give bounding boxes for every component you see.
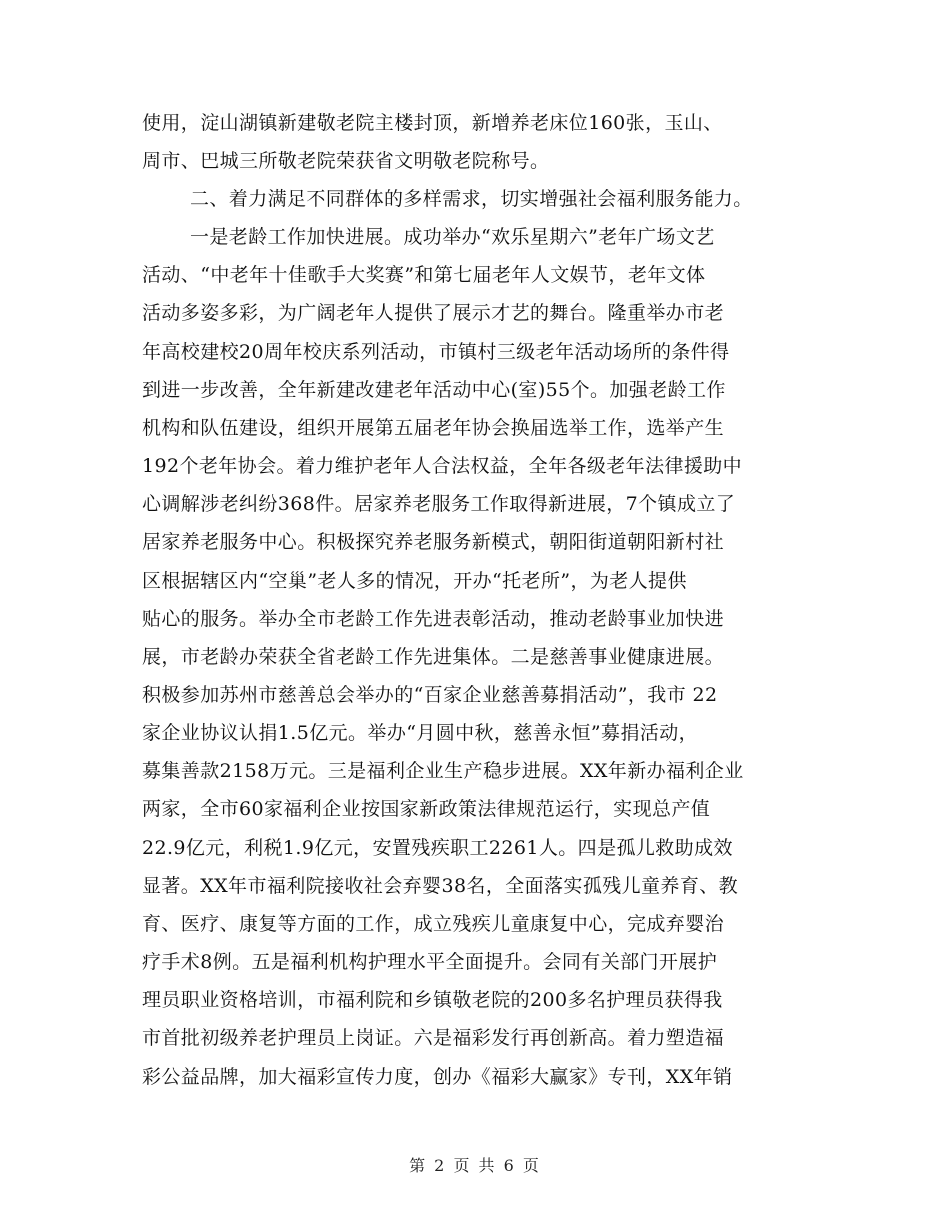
text-line: 贴心的服务。举办全市老龄工作先进表彰活动，推动老龄事业加快进 xyxy=(142,608,725,630)
text-line: 22.9亿元，利税1.9亿元，安置残疾职工2261人。四是孤儿救助成效 xyxy=(142,837,733,859)
text-line: 募集善款2158万元。三是福利企业生产稳步进展。XX年新办福利企业 xyxy=(142,760,744,782)
section-heading: 二、着力满足不同群体的多样需求，切实增强社会福利服务能力。 xyxy=(190,188,753,210)
text-line: 显著。XX年市福利院接收社会弃婴38名，全面落实孤残儿童养育、教 xyxy=(142,875,739,897)
text-line: 展，市老龄办荣获全省老龄工作先进集体。二是慈善事业健康进展。 xyxy=(142,646,725,668)
text-line: 居家养老服务中心。积极探究养老服务新模式，朝阳街道朝阳新村社 xyxy=(142,531,725,553)
page-number-footer: 第 2 页 共 6 页 xyxy=(409,1156,541,1175)
text-line: 彩公益品牌，加大福彩宣传力度，创办《福彩大赢家》专刊，XX年销 xyxy=(142,1066,733,1088)
text-line: 育、医疗、康复等方面的工作，成立残疾儿童康复中心，完成弃婴治 xyxy=(142,913,725,935)
text-line: 区根据辖区内“空巢”老人多的情况，开办“托老所”，为老人提供 xyxy=(142,570,687,592)
text-line: 心调解涉老纠纷368件。居家养老服务工作取得新进展，7个镇成立了 xyxy=(142,493,736,515)
text-line: 理员职业资格培训，市福利院和乡镇敬老院的200多名护理员获得我 xyxy=(142,989,723,1011)
text-line: 使用，淀山湖镇新建敬老院主楼封顶，新增养老床位160张，玉山、 xyxy=(142,112,723,134)
text-line: 市首批初级养老护理员上岗证。六是福彩发行再创新高。着力塑造福 xyxy=(142,1027,725,1049)
text-line: 两家，全市60家福利企业按国家新政策法律规范运行，实现总产值 xyxy=(142,798,711,820)
text-line: 疗手术8例。五是福利机构护理水平全面提升。会同有关部门开展护 xyxy=(142,951,718,973)
text-line: 周市、巴城三所敬老院荣获省文明敬老院称号。 xyxy=(142,150,550,172)
text-line: 到进一步改善，全年新建改建老年活动中心(室)55个。加强老龄工作 xyxy=(142,379,726,401)
text-line: 一是老龄工作加快进展。成功举办“欢乐星期六”老年广场文艺 xyxy=(190,226,715,248)
text-line: 年高校建校20周年校庆系列活动，市镇村三级老年活动场所的条件得 xyxy=(142,341,730,363)
text-line: 活动多姿多彩，为广阔老年人提供了展示才艺的舞台。隆重举办市老 xyxy=(142,302,725,324)
text-line: 机构和队伍建设，组织开展第五届老年协会换届选举工作，选举产生 xyxy=(142,417,725,439)
text-line: 192个老年协会。着力维护老年人合法权益，全年各级老年法律援助中 xyxy=(142,455,743,477)
text-line: 活动、“中老年十佳歌手大奖赛”和第七届老年人文娱节，老年文体 xyxy=(142,264,706,286)
text-line: 家企业协议认捐1.5亿元。举办“月圆中秋，慈善永恒”募捐活动， xyxy=(142,722,699,744)
text-line: 积极参加苏州市慈善总会举办的“百家企业慈善募捐活动”，我市 22 xyxy=(142,684,718,706)
